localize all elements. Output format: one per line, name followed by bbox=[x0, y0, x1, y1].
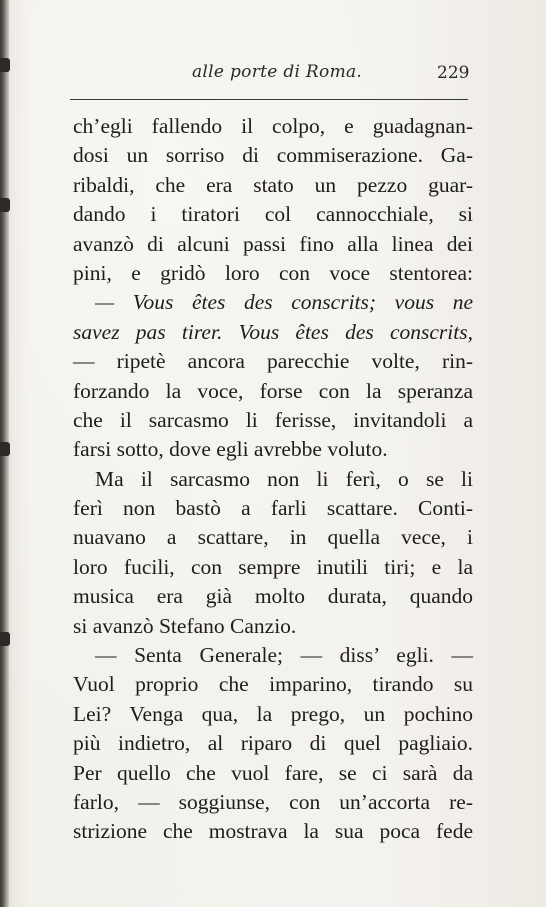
binding-mark bbox=[0, 632, 10, 646]
text-line-quote: savez pas tirer. Vous êtes des conscrits, bbox=[73, 319, 473, 344]
text-line: si avanzò Stefano Canzio. bbox=[73, 613, 297, 638]
text-line: — ripetè ancora parecchie volte, rin- bbox=[73, 349, 473, 374]
text-line: forzando la voce, forse con la speranza bbox=[73, 378, 473, 403]
text-line: dosi un sorriso di commiserazione. Ga- bbox=[73, 143, 473, 168]
book-binding-edge bbox=[0, 0, 9, 907]
text-line: ch’egli fallendo il colpo, e guadagnan- bbox=[73, 114, 473, 138]
text-line: ferì non bastò a farli scattare. Conti- bbox=[73, 496, 473, 521]
text-line: nuavano a scattare, in quella vece, i bbox=[73, 525, 473, 550]
text-line: Ma il sarcasmo non li ferì, o se li bbox=[95, 466, 473, 491]
text-line: dando i tiratori col cannocchiale, si bbox=[73, 202, 473, 227]
text-line: avanzò di alcuni passi fino alla linea dei bbox=[73, 231, 473, 256]
text-line-quote: — Vous êtes des conscrits; vous ne bbox=[95, 290, 473, 315]
binding-mark bbox=[0, 442, 10, 456]
text-line: farlo, — soggiunse, con un’accorta re- bbox=[73, 789, 473, 814]
text-line: più indietro, al riparo di quel pagliaio. bbox=[73, 731, 473, 756]
text-line: pini, e gridò loro con voce stentorea: bbox=[73, 260, 473, 285]
text-line: farsi sotto, dove egli avrebbe voluto. bbox=[73, 437, 388, 462]
page-number: 229 bbox=[437, 63, 470, 83]
header-rule bbox=[70, 99, 468, 100]
binding-mark bbox=[0, 198, 10, 212]
text-line: Vuol proprio che imparino, tirando su bbox=[73, 672, 473, 697]
text-line: — Senta Generale; — diss’ egli. — bbox=[95, 643, 473, 668]
text-line: che il sarcasmo li ferisse, invitandoli a bbox=[73, 407, 473, 432]
text-line: ribaldi, che era stato un pezzo guar- bbox=[73, 172, 473, 197]
body-text bbox=[73, 112, 473, 847]
text-line: strizione che mostrava la sua poca fede bbox=[73, 819, 473, 844]
text-line: Lei? Venga qua, la prego, un pochino bbox=[73, 701, 473, 726]
running-title: alle porte di Roma. bbox=[192, 62, 363, 82]
text-line: musica era già molto durata, quando bbox=[73, 584, 473, 609]
page-header bbox=[0, 60, 546, 86]
text-line: Per quello che vuol fare, se ci sarà da bbox=[73, 760, 473, 785]
text-line: loro fucili, con sempre inutili tiri; e la bbox=[73, 554, 473, 579]
